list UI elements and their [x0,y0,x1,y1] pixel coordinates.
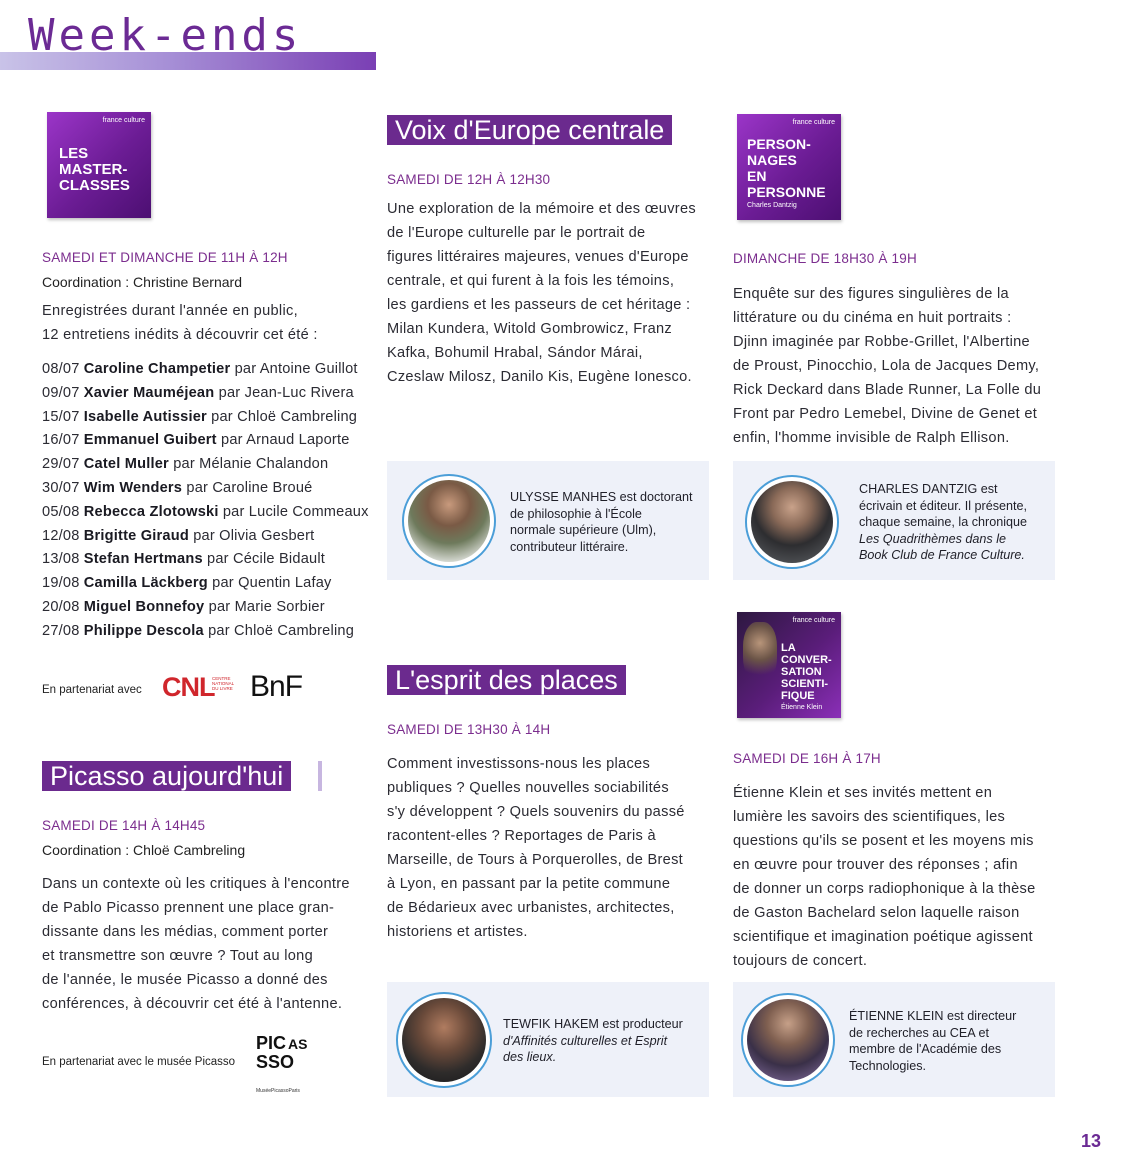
cnl-logo[interactable] [162,672,242,702]
page-title: Week-ends [28,10,303,61]
masterclasses-coordination: Coordination : Christine Bernard [42,274,242,290]
bio-card-ulysse [387,461,709,580]
avatar [396,992,492,1088]
avatar [745,475,839,569]
bio-text: ÉTIENNE KLEIN est directeur de recherches au CEA et membre de l'Académie des Technologies. [849,1009,1017,1073]
esprit-section-title: L'esprit des places [387,665,626,695]
conversation-description: Étienne Klein et ses invités mettent en lumière les savoirs des scientifiques, les questions qu'ils se posent et les moyens mis en œuvre pour trouver des réponses ; afin de donner un corps radiophonique à la thèse de Gaston Bachelard selon laquelle raison scientifique et imagination poétique agissent toujours de concert. [733,785,1036,969]
list-item: 30/07 Wim Wenders par Caroline Broué [42,479,313,496]
picasso-description: Dans un contexte où les critiques à l'encontre de Pablo Picasso prennent une place gran- dissante dans les médias, comment porter et transmettre son œuvre ? Tout au long de l'année, le musée Picasso a donné des conférences, à découvrir cet été à l'antenne. [42,876,350,1012]
bio-card-charles [733,461,1055,580]
voix-description: Une exploration de la mémoire et des œuvres de l'Europe culturelle par le portrait de figures littéraires majeures, venues d'Europe centrale, et qui furent à la fois les témoins, les gardiens et les passeurs de cet héritage : Milan Kundera, Witold Gombrowicz, Franz Kafka, Bohumil Hrabal, Sándor Márai, Czeslaw Milosz, Danilo Kis, Eugène Ionesco. [387,201,696,385]
list-item: 08/07 Caroline Champetier par Antoine Guillot [42,361,358,377]
picasso-partner-label: En partenariat avec le musée Picasso [42,1056,236,1068]
avatar [402,474,496,568]
france-culture-logo: france culture [792,617,835,624]
cover-title: PERSON- NAGES EN PERSONNE [747,136,826,200]
cover-title: LES MASTER- CLASSES [59,145,130,194]
page-number: 13 [1080,1131,1101,1151]
masterclasses-schedule-time: SAMEDI ET DIMANCHE DE 11H À 12H [42,250,288,265]
conversation-cover[interactable] [737,612,841,718]
personnages-description: Enquête sur des figures singulières de la littérature ou du cinéma en huit portraits : Djinn imaginée par Robbe-Grillet, l'Albertine de Proust, Pinocchio, Lola de Jacques Demy, Rick Deckard dans Blade Runner, La Folle du Front par Pedro Lemebel, Divine de Genet et enfin, l'homme invisible de Ralph Ellison. [733,286,1042,446]
picasso-logo-mark: PIC AS SSO [256,1033,308,1072]
cover-portrait [743,622,777,682]
list-item: 05/08 Rebecca Zlotowski par Lucile Commeaux [42,503,369,520]
partner-label: En partenariat avec [42,684,142,696]
voix-schedule-time: SAMEDI DE 12H À 12H30 [387,172,551,187]
bio-card-etienne [733,982,1055,1097]
list-item: 15/07 Isabelle Autissier par Chloë Cambreling [42,408,358,425]
list-item: 20/08 Miguel Bonnefoy par Marie Sorbier [42,598,325,615]
masterclasses-intro: Enregistrées durant l'année en public, 12 entretiens inédits à découvrir cet été : [42,303,318,343]
personnages-schedule-time: DIMANCHE DE 18H30 À 19H [733,251,917,266]
picasso-coordination: Coordination : Chloë Cambreling [42,842,246,858]
list-item: 16/07 Emmanuel Guibert par Arnaud Laporte [42,432,350,449]
picasso-schedule-time: SAMEDI DE 14H À 14H45 [42,818,206,833]
list-item: 19/08 Camilla Läckberg par Quentin Lafay [42,575,332,592]
personnages-cover[interactable] [737,114,841,220]
esprit-description: Comment investissons-nous les places publiques ? Quelles nouvelles sociabilités s'y développent ? Quels souvenirs du passé racontent-elles ? Reportages de Paris à Marseille, de Tours à Porquerolles, de Brest à Lyon, en passant par la petite commune de Bédarieux avec urbanistes, architectes, historiens et artistes. [387,756,685,940]
conversation-schedule-time: SAMEDI DE 16H À 17H [733,751,881,766]
list-item: 12/08 Brigitte Giraud par Olivia Gesbert [42,527,315,544]
france-culture-logo: france culture [792,119,835,126]
france-culture-logo: france culture [102,117,145,124]
esprit-schedule-time: SAMEDI DE 13H30 À 14H [387,722,551,737]
list-item: 27/08 Philippe Descola par Chloë Cambreling [42,622,355,639]
cover-author: Charles Dantzig [747,202,797,209]
picasso-logo-caption: MuséePicassoParis [256,1088,300,1094]
bio-text: CHARLES DANTZIG est écrivain et éditeur. Il présente, chaque semaine, la chronique Les Quadrithèmes dans le Book Club de France Culture. [859,482,1028,562]
avatar [741,993,835,1087]
cover-title: LA CONVER- SATION SCIENTI- FIQUE [781,642,832,702]
bio-text: TEWFIK HAKEM est producteur d'Affinités culturelles et Esprit des lieux. [503,1017,683,1064]
title-accent [318,761,322,791]
cnl-logo-text: CNL [162,672,215,702]
list-item: 13/08 Stefan Hertmans par Cécile Bidault [42,551,326,568]
voix-section-title: Voix d'Europe centrale [387,115,672,145]
masterclasses-schedule-list [42,358,369,644]
list-item: 09/07 Xavier Mauméjean par Jean-Luc Rivera [42,384,354,401]
bio-text: ULYSSE MANHES est doctorant de philosophie à l'École normale supérieure (Ulm), contributeur littéraire. [510,490,693,554]
bio-card-tewfik [387,982,709,1097]
musee-picasso-logo[interactable] [256,1034,320,1096]
picasso-section-title: Picasso aujourd'hui [42,761,291,791]
bnf-logo[interactable]: BnF [250,670,303,703]
masterclasses-cover[interactable] [47,112,151,218]
cover-author: Étienne Klein [781,704,823,711]
list-item: 29/07 Catel Muller par Mélanie Chalandon [42,456,329,473]
cnl-logo-caption: CENTRE NATIONAL DU LIVRE [212,676,235,691]
